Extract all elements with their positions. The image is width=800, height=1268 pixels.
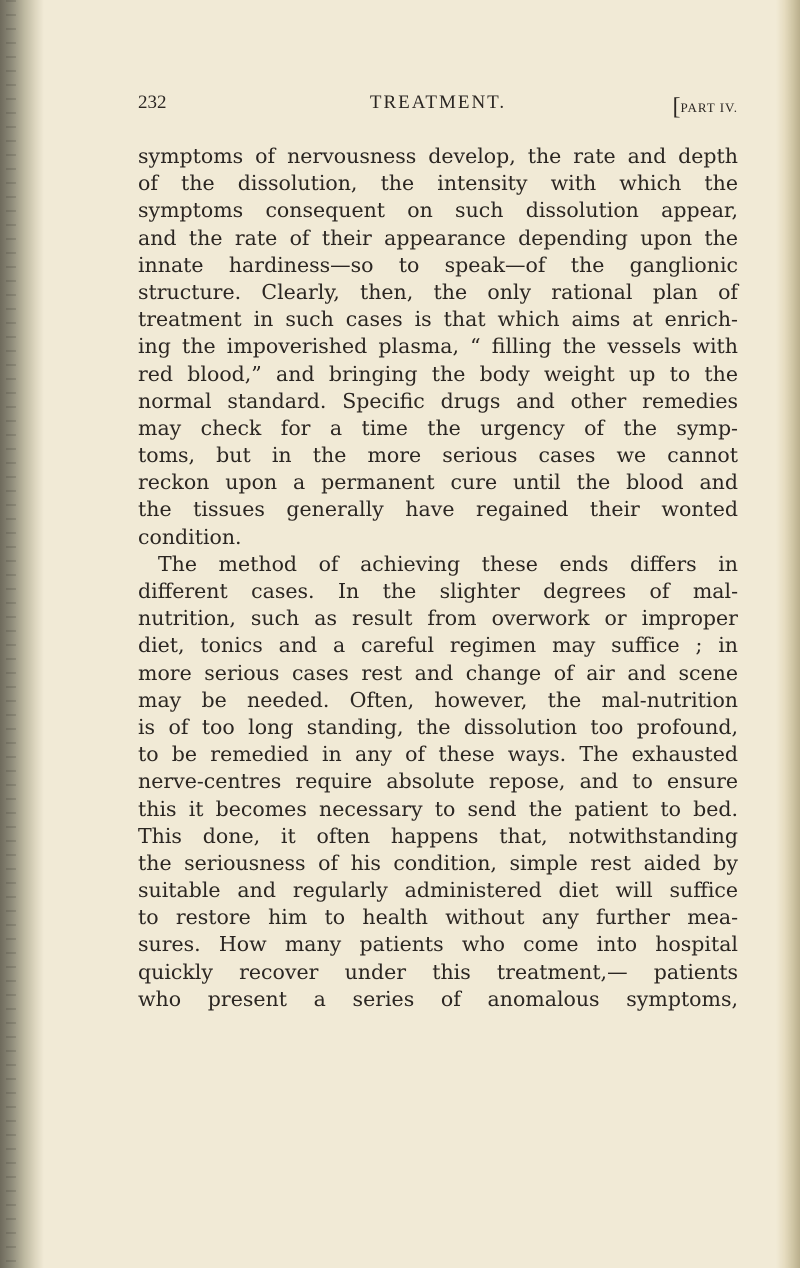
text-line: diet, tonics and a careful regimen may suffice ; in xyxy=(138,633,738,658)
text-line: red blood,” and bringing the body weight up to the xyxy=(138,361,738,386)
text-line: nutrition, such as result from overwork or improper xyxy=(138,606,738,631)
body-text xyxy=(138,143,738,1013)
text-line: the tissues generally have regained their wonted xyxy=(138,497,738,522)
text-line: to restore him to health without any further mea- xyxy=(138,905,738,930)
text-line: reckon upon a permanent cure until the blood and xyxy=(138,470,738,495)
text-line: innate hardiness—so to speak—of the ganglionic xyxy=(138,252,738,277)
text-line: toms, but in the more serious cases we cannot xyxy=(138,443,738,468)
text-line: suitable and regularly administered diet will suffice xyxy=(138,878,738,903)
text-line: structure. Clearly, then, the only rational plan of xyxy=(138,279,738,304)
running-title: TREATMENT. xyxy=(369,92,507,113)
running-header xyxy=(138,92,738,126)
text-line: ing the impoverished plasma, “ filling the vessels with xyxy=(138,334,738,359)
page-number: 232 xyxy=(138,92,167,113)
text-line: different cases. In the slighter degrees of mal- xyxy=(138,579,738,603)
text-line: treatment in such cases is that which aims at enrich- xyxy=(138,307,738,332)
text-line: may check for a time the urgency of the symp- xyxy=(138,415,738,440)
text-line: normal standard. Specific drugs and other remedies xyxy=(138,388,738,413)
text-line: nerve-centres require absolute repose, and to ensure xyxy=(138,769,738,794)
text-line: sures. How many patients who come into hospital xyxy=(138,932,738,957)
text-line: is of too long standing, the dissolution too profound, xyxy=(138,714,738,739)
part-label: [PART IV. xyxy=(672,94,738,120)
text-line: this it becomes necessary to send the patient to bed. xyxy=(138,796,738,821)
text-line: more serious cases rest and change of air and scene xyxy=(138,660,738,685)
text-line: who present a series of anomalous symptoms, xyxy=(138,986,738,1011)
text-line: of the dissolution, the intensity with which the xyxy=(138,171,738,196)
text-line: symptoms consequent on such dissolution appear, xyxy=(138,198,738,223)
text-line: quickly recover under this treatment,— patients xyxy=(138,959,738,984)
text-line: condition. xyxy=(138,524,242,549)
text-line: This done, it often happens that, notwithstanding xyxy=(138,823,738,848)
text-line: to be remedied in any of these ways. The exhausted xyxy=(138,742,738,767)
book-binding-shadow xyxy=(0,0,44,1268)
text-line: may be needed. Often, however, the mal-nutrition xyxy=(138,687,738,712)
text-line: the seriousness of his condition, simple rest aided by xyxy=(138,850,738,875)
text-line: symptoms of nervousness develop, the rate and depth xyxy=(138,144,738,168)
page-edge-shadow xyxy=(776,0,800,1268)
text-line: and the rate of their appearance depending upon the xyxy=(138,225,738,250)
text-line: The method of achieving these ends differs in xyxy=(158,551,738,576)
part-label-text: PART IV. xyxy=(680,100,738,115)
